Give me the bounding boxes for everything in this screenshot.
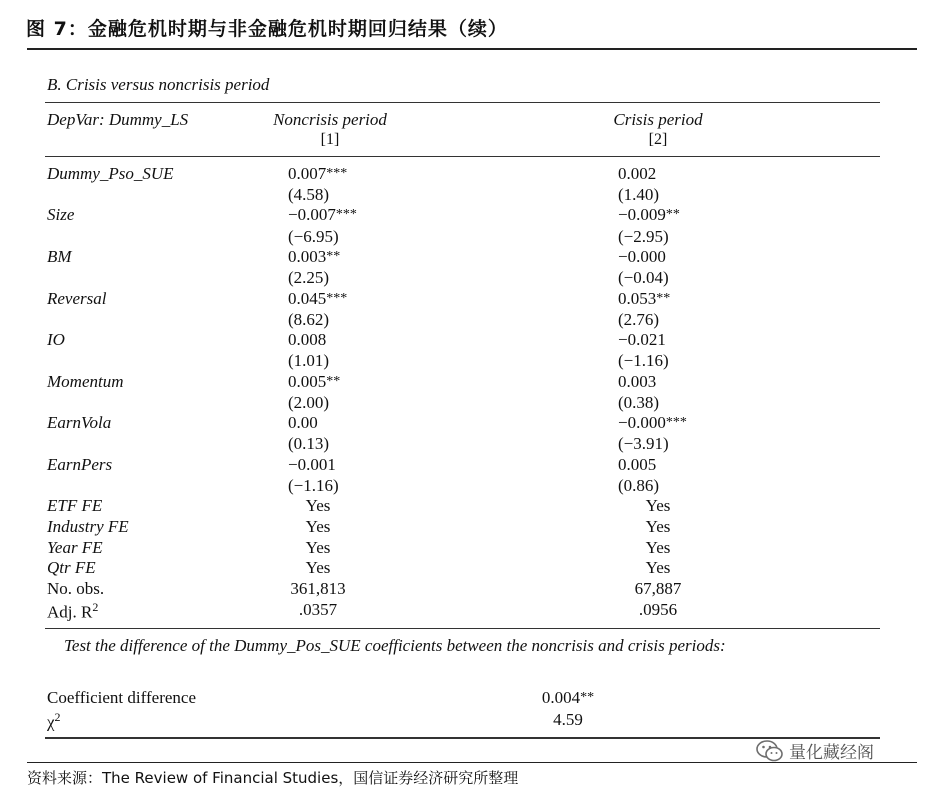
col2-header: Crisis period (613, 110, 703, 129)
table-row: (2.25) (−0.04) (288, 268, 669, 287)
table-mid-rule (45, 628, 880, 629)
watermark (755, 738, 874, 763)
fe-row: Qtr FE Yes Yes (47, 558, 671, 577)
col1-number: [1] (320, 131, 340, 148)
table-row: IO 0.008 −0.021 (47, 330, 666, 349)
col1-header: Noncrisis period (273, 110, 387, 129)
panel-title: B. Crisis versus noncrisis period (47, 75, 270, 94)
obs-row: No. obs. 361,813 67,887 (47, 579, 682, 598)
table-row: EarnVola 0.00 −0.000*** (47, 413, 687, 432)
header-rule (45, 156, 880, 157)
bottom-rule (27, 762, 917, 763)
fe-row: ETF FE Yes Yes (47, 496, 671, 515)
table-row: (8.62) (2.76) (288, 310, 660, 329)
table-row: Reversal 0.045*** 0.053** (47, 289, 671, 308)
test-note: Test the difference of the Dummy_Pos_SUE coefficients between the noncrisis and crisis periods: (64, 636, 726, 655)
table-row: (1.01) (−1.16) (288, 351, 669, 370)
coef-diff-label: Coefficient difference (47, 688, 196, 707)
col2-number: [2] (648, 131, 668, 148)
wechat-icon (755, 739, 785, 763)
table-row: (2.00) (0.38) (288, 393, 660, 412)
coef-diff-value: 0.004** (541, 688, 595, 707)
source-note: 资料来源：The Review of Financial Studies，国信证券经济研究所整理 (27, 769, 519, 787)
table-top-rule (45, 102, 880, 103)
table-row: Dummy_Pso_SUE 0.007*** 0.002 (47, 164, 657, 183)
chi2-label: $\chi^2$ (47, 710, 61, 732)
table-row: (−1.16) (0.86) (288, 476, 660, 495)
table-row: (−6.95) (−2.95) (288, 227, 669, 246)
table-row: EarnPers −0.001 0.005 (47, 455, 657, 474)
table-row: Momentum 0.005** 0.003 (47, 372, 657, 391)
figure-title: 图 7：金融危机时期与非金融危机时期回归结果（续） (26, 18, 508, 40)
top-rule (27, 48, 917, 50)
adj-r2-row: Adj. $R^2$ .0357 .0956 (47, 600, 678, 622)
watermark-text: 量化藏经阁 (789, 743, 874, 763)
fe-row: Year FE Yes Yes (47, 538, 671, 557)
table-row: (0.13) (−3.91) (288, 434, 669, 453)
depvar-header: DepVar: Dummy_LS (47, 110, 189, 129)
table-row: (4.58) (1.40) (288, 185, 660, 204)
table-row: BM 0.003** −0.000 (47, 247, 666, 266)
chi2-value: 4.59 (553, 710, 583, 729)
table-row: Size −0.007*** −0.009** (47, 205, 680, 224)
fe-row: Industry FE Yes Yes (47, 517, 671, 536)
